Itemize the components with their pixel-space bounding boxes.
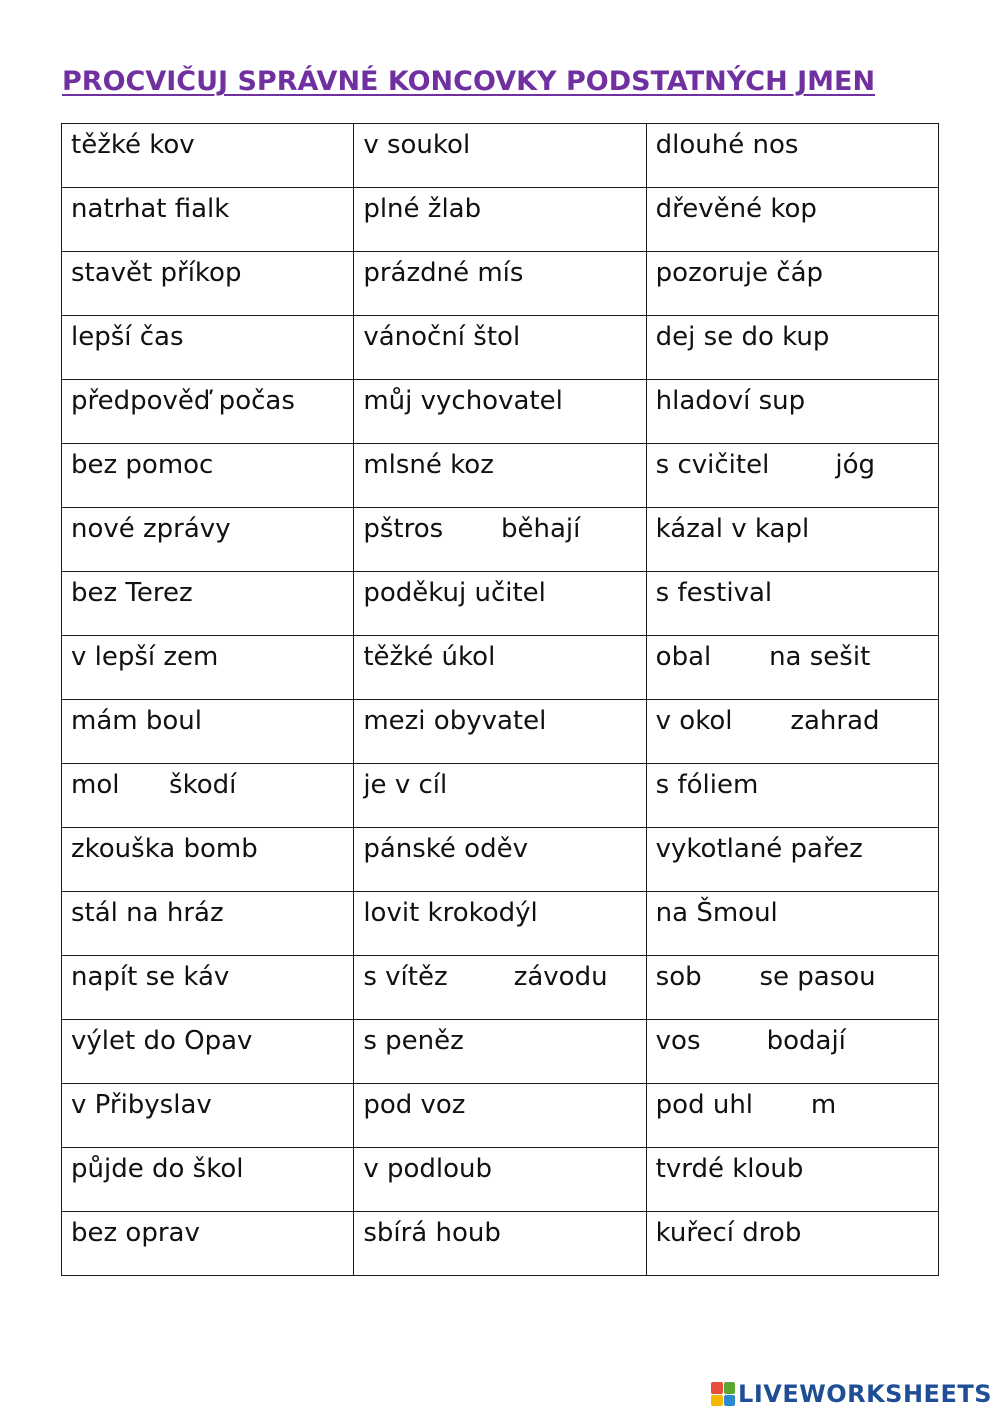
table-row [62,1020,939,1084]
table-cell [62,508,354,572]
exercise-phrase: v soukol [363,130,471,160]
exercise-phrase: prázdné mís [363,258,524,288]
table-cell [646,1148,938,1212]
exercise-phrase: s festival [655,578,773,608]
table-cell [354,828,646,892]
table-row [62,380,939,444]
table-row [62,764,939,828]
exercise-phrase: mezi obyvatel [363,706,547,736]
table-cell [62,892,354,956]
table-cell [62,700,354,764]
table-cell [62,252,354,316]
table-cell [354,380,646,444]
table-cell [354,252,646,316]
exercise-table-body [62,124,939,1276]
table-row [62,188,939,252]
table-cell [354,444,646,508]
exercise-phrase: pánské oděv [363,834,528,864]
table-cell [354,956,646,1020]
table-cell [646,380,938,444]
table-cell [354,188,646,252]
table-cell [646,188,938,252]
exercise-phrase: stavět příkop [71,258,242,288]
exercise-phrase: poděkuj učitel [363,578,546,608]
exercise-phrase: kuřecí drob [655,1218,802,1248]
table-cell [354,1084,646,1148]
table-cell [62,1148,354,1212]
logo-square-yellow [711,1395,723,1407]
exercise-phrase: bez pomoc [71,450,214,480]
exercise-phrase: kázal v kapl [655,514,810,544]
table-cell [62,1020,354,1084]
table-cell [354,124,646,188]
table-cell [62,1084,354,1148]
exercise-phrase: s cvičitel jóg [655,450,876,480]
liveworksheets-logo-icon [711,1382,735,1406]
exercise-phrase: mlsné koz [363,450,494,480]
exercise-phrase: bez oprav [71,1218,200,1248]
exercise-phrase: dřevěné kop [655,194,817,224]
exercise-phrase: vos bodají [655,1026,846,1056]
table-row [62,828,939,892]
table-cell [354,636,646,700]
table-cell [646,444,938,508]
table-cell [646,1212,938,1276]
table-row [62,636,939,700]
exercise-phrase: dlouhé nos [655,130,799,160]
exercise-phrase: nové zprávy [71,514,231,544]
table-cell [62,380,354,444]
exercise-phrase: pod uhl m [655,1090,837,1120]
table-row [62,252,939,316]
table-cell [646,764,938,828]
table-cell [354,508,646,572]
table-cell [62,124,354,188]
table-cell [62,764,354,828]
exercise-phrase: vykotlané pařez [655,834,863,864]
table-cell [646,956,938,1020]
table-row [62,1148,939,1212]
table-cell [646,572,938,636]
table-cell [646,700,938,764]
exercise-phrase: mám boul [71,706,202,736]
exercise-phrase: těžké kov [71,130,195,160]
logo-square-green [724,1382,736,1394]
exercise-phrase: stál na hráz [71,898,224,928]
exercise-phrase: v lepší zem [71,642,219,672]
table-row [62,316,939,380]
table-row [62,508,939,572]
table-cell [354,764,646,828]
table-cell [354,316,646,380]
logo-square-blue [724,1395,736,1407]
table-cell [354,1212,646,1276]
exercise-phrase: zkouška bomb [71,834,258,864]
table-cell [354,892,646,956]
table-row [62,700,939,764]
exercise-table [61,123,939,1276]
table-cell [354,572,646,636]
exercise-phrase: bez Terez [71,578,193,608]
exercise-phrase: lepší čas [71,322,184,352]
liveworksheets-brand [711,1381,992,1407]
table-cell [62,1212,354,1276]
exercise-phrase: natrhat fialk [71,194,230,224]
exercise-phrase: můj vychovatel [363,386,563,416]
exercise-phrase: plné žlab [363,194,482,224]
liveworksheets-wordmark: LIVEWORKSHEETS [738,1380,992,1408]
exercise-phrase: v okol zahrad [655,706,880,736]
exercise-phrase: obal na sešit [655,642,871,672]
exercise-phrase: tvrdé kloub [655,1154,804,1184]
exercise-phrase: v podloub [363,1154,493,1184]
exercise-phrase: v Přibyslav [71,1090,212,1120]
table-cell [62,572,354,636]
exercise-phrase: těžké úkol [363,642,496,672]
exercise-phrase: s fóliem [655,770,759,800]
exercise-phrase: s peněz [363,1026,464,1056]
exercise-phrase: pod voz [363,1090,466,1120]
exercise-phrase: na Šmoul [655,898,778,928]
table-row [62,1084,939,1148]
exercise-phrase: sbírá houb [363,1218,501,1248]
exercise-phrase: předpověď počas [71,386,295,416]
table-row [62,956,939,1020]
table-cell [646,316,938,380]
table-cell [646,828,938,892]
exercise-phrase: výlet do Opav [71,1026,253,1056]
exercise-phrase: vánoční štol [363,322,521,352]
table-cell [62,444,354,508]
table-row [62,124,939,188]
table-cell [62,828,354,892]
table-cell [646,508,938,572]
exercise-phrase: sob se pasou [655,962,876,992]
page-title: PROCVIČUJ SPRÁVNÉ KONCOVKY PODSTATNÝCH JMEN [62,66,876,97]
table-row [62,444,939,508]
table-cell [646,252,938,316]
table-cell [354,1020,646,1084]
exercise-phrase: s vítěz závodu [363,962,608,992]
exercise-phrase: pštros běhají [363,514,581,544]
exercise-phrase: mol škodí [71,770,237,800]
table-cell [62,188,354,252]
logo-square-red [711,1382,723,1394]
table-cell [62,636,354,700]
exercise-phrase: půjde do škol [71,1154,244,1184]
exercise-phrase: lovit krokodýl [363,898,538,928]
table-row [62,892,939,956]
exercise-phrase: dej se do kup [655,322,830,352]
table-row [62,1212,939,1276]
table-cell [646,1020,938,1084]
exercise-phrase: pozoruje čáp [655,258,824,288]
exercise-phrase: hladoví sup [655,386,806,416]
table-cell [62,956,354,1020]
table-cell [354,700,646,764]
table-cell [646,1084,938,1148]
table-cell [646,636,938,700]
exercise-phrase: napít se káv [71,962,230,992]
table-cell [646,892,938,956]
table-cell [62,316,354,380]
table-cell [646,124,938,188]
exercise-phrase: je v cíl [363,770,448,800]
table-row [62,572,939,636]
table-cell [354,1148,646,1212]
